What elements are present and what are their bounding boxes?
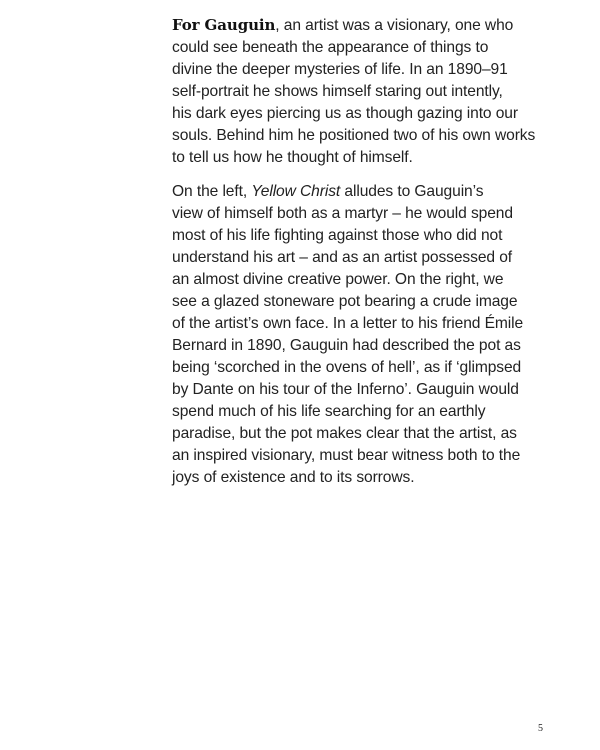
paragraph-1 [172,14,544,169]
artwork-title-italic: Yellow Christ [251,183,341,200]
paragraph-2-prefix: On the left, [172,183,252,200]
body-text-column [172,14,544,489]
paragraph-1-text: , an artist was a visionary, one who could see beneath the appearance of things to divine the deeper mysteries of life. In an 1890–91 self-portrait he shows himself staring out intently, his dark eyes piercing us as though gazing into our souls. Behind him he positioned two of his own works to tell us how he thought of himself. [172,17,536,166]
paragraph-2-text: alludes to Gauguin’s view of himself both as a martyr – he would spend most of his life fighting against those who did not understand his art – and as an artist possessed of an almost divine creative power. On the right, we see a glazed stoneware pot bearing a crude image of the artist’s own face. In a letter to his friend Émile Bernard in 1890, Gauguin had described the pot as being ‘scorched in the ovens of hell’, as if ‘glimpsed by Dante on his tour of the Inferno’. Gauguin would spend much of his life searching for an earthly paradise, but the pot makes clear that the artist, as an inspired visionary, must bear witness both to the joys of existence and to its sorrows. [172,183,524,486]
paragraph-2 [172,181,544,489]
lead-in-bold: For Gauguin [172,16,276,34]
page-number: 5 [538,723,543,734]
